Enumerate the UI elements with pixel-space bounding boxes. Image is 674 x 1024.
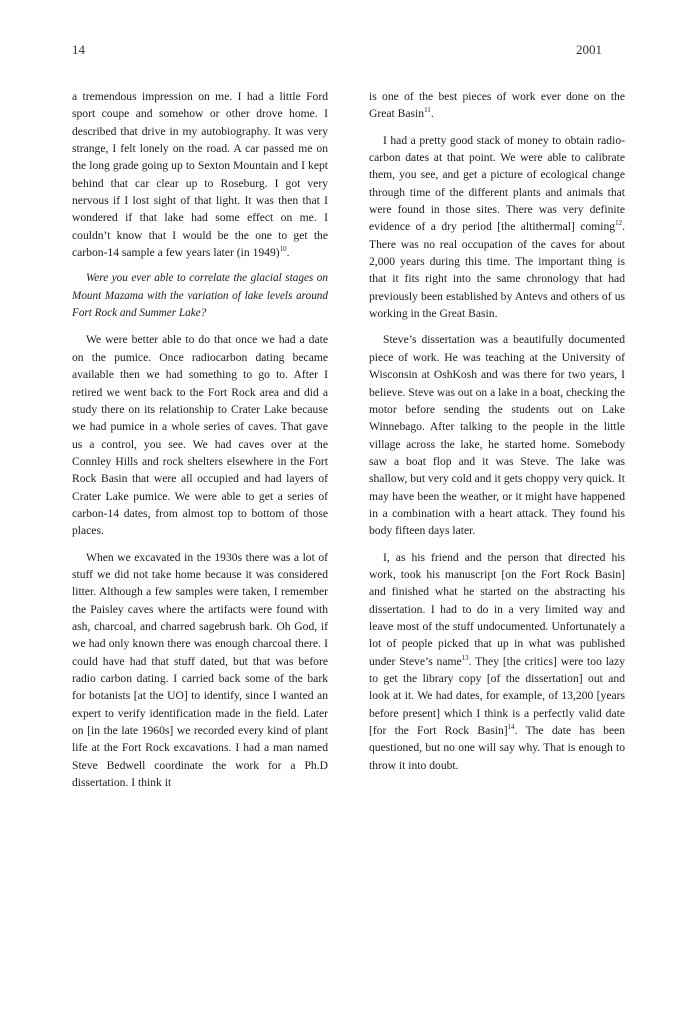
footnote-ref: 14 bbox=[507, 723, 515, 732]
left-column bbox=[72, 88, 328, 800]
footnote-ref: 13 bbox=[461, 653, 469, 662]
paragraph-text: Steve’s dissertation was a beautifully documented piece of work. He was teaching at the University of Wisconsin at OshKosh and was there for two years, I believe. Steve was out on a lake in a boat, checking the motor before sending the students out on Lake Winnebago. After talking to the people in the little village across the lake, he started home. Somebody saw a boat flop and it was Steve. The lake was shallow, but very cold and it gets choppy very quick. It may have been the weather, or it might have happened in a combination with a heart attack. They found his body fifteen days later. bbox=[369, 333, 625, 538]
paragraph-text: . They [the critics] were too lazy to get the library copy [of the dissertation] out and look at it. We had dates, for example, of 13,200 [years before present] which I think is a perfectly valid date [for the Fort Rock Basin] bbox=[369, 654, 625, 738]
paragraph-text: We were better able to do that once we had a date on the pumice. Once radiocarbon dating became available then we had something to go to. After I retired we went back to the Fort Rock area and did a study there on its relationship to Crater Lake because we had pumice in a whole series of caves. That gave us a control, you see. We had caves over at the Connley Hills and rock shelters elsewhere in the Fort Rock Basin that were all occupied and had layers of Crater Lake pumice. We were able to get a series of carbon-14 dates, from almost top to bottom of those places. bbox=[72, 333, 328, 538]
page-year: 2001 bbox=[576, 42, 602, 57]
paragraph-text: When we excavated in the 1930s there was a lot of stuff we did not take home because it was considered litter. Although a few samples were taken, I remember the Paisley caves where the artifacts were found with ash, charcoal, and charred sagebrush bark. Oh God, if we had only known there was enough charcoal there. I could have had that stuff dated, but that was before radio carbon dating. I carried back some of the bark for botanists [at the UO] to identify, since I wanted an expert to verify identification made in the field. Later on [in the late 1960s] we recorded every kind of plant life at the Fort Rock excavations. I had a man named Steve Bedwell coordinate the work for a Ph.D dissertation. I think it bbox=[72, 550, 328, 790]
paragraph-text: . bbox=[430, 107, 434, 121]
page-header bbox=[72, 42, 602, 58]
paragraph bbox=[369, 88, 625, 123]
paragraph-text: . There was no real occupation of the caves for about 2,000 years during this time. The important thing is that it fits right into the same chronology that had previously been established by Antevs and others of us working in the Great Basin. bbox=[369, 220, 625, 321]
paragraph-text: Were you ever able to correlate the glacial stages on Mount Mazama with the variation of lake levels around Fort Rock and Summer Lake? bbox=[72, 272, 328, 320]
paragraph bbox=[72, 331, 328, 539]
paragraph bbox=[369, 331, 625, 539]
paragraph bbox=[369, 549, 625, 774]
paragraph bbox=[72, 88, 328, 261]
paragraph-text: I had a pretty good stack of money to obtain radio-carbon dates at that point. We were able to calibrate them, you see, and get a picture of ecological change through time of the different plants and animals that were found in those sites. There was very definite evidence of a dry period [the altithermal] coming bbox=[369, 133, 625, 234]
paragraph bbox=[369, 132, 625, 323]
paragraph bbox=[72, 549, 328, 792]
footnote-ref: 11 bbox=[424, 106, 431, 115]
paragraph-text: is one of the best pieces of work ever done on the Great Basin bbox=[369, 90, 625, 121]
paragraph-text: a tremendous impression on me. I had a little Ford sport coupe and somehow or other drove home. I described that drive in my autobiography. It was very strange, I felt lonely on the road. A car passed me on the long grade going up to Sexton Mountain and I kept behind that car clear up to Roseburg. I got very nervous if I lost sight of that light. It was then that I wondered if that lake had some effect on me. I couldn’t know that I would be the one to get the carbon-14 sample a few years later (in 1949) bbox=[72, 90, 328, 260]
right-column bbox=[369, 88, 625, 783]
paragraph-text: . bbox=[286, 246, 290, 260]
footnote-ref: 10 bbox=[279, 245, 287, 254]
footnote-ref: 12 bbox=[615, 219, 623, 228]
interview-question bbox=[72, 270, 328, 322]
page-number: 14 bbox=[72, 42, 85, 57]
paragraph-text: I, as his friend and the person that directed his work, took his manuscript [on the Fort Rock Basin] and finished what he started on the abstracting his dissertation. I had to do in a very limited way and leave most of the stuff undocumented. Unfortunately a lot of people picked that up in what was published under Steve’s name bbox=[369, 550, 625, 668]
paragraph-text: . The date has been questioned, but no one will say why. That is enough to throw it into doubt. bbox=[369, 724, 625, 772]
